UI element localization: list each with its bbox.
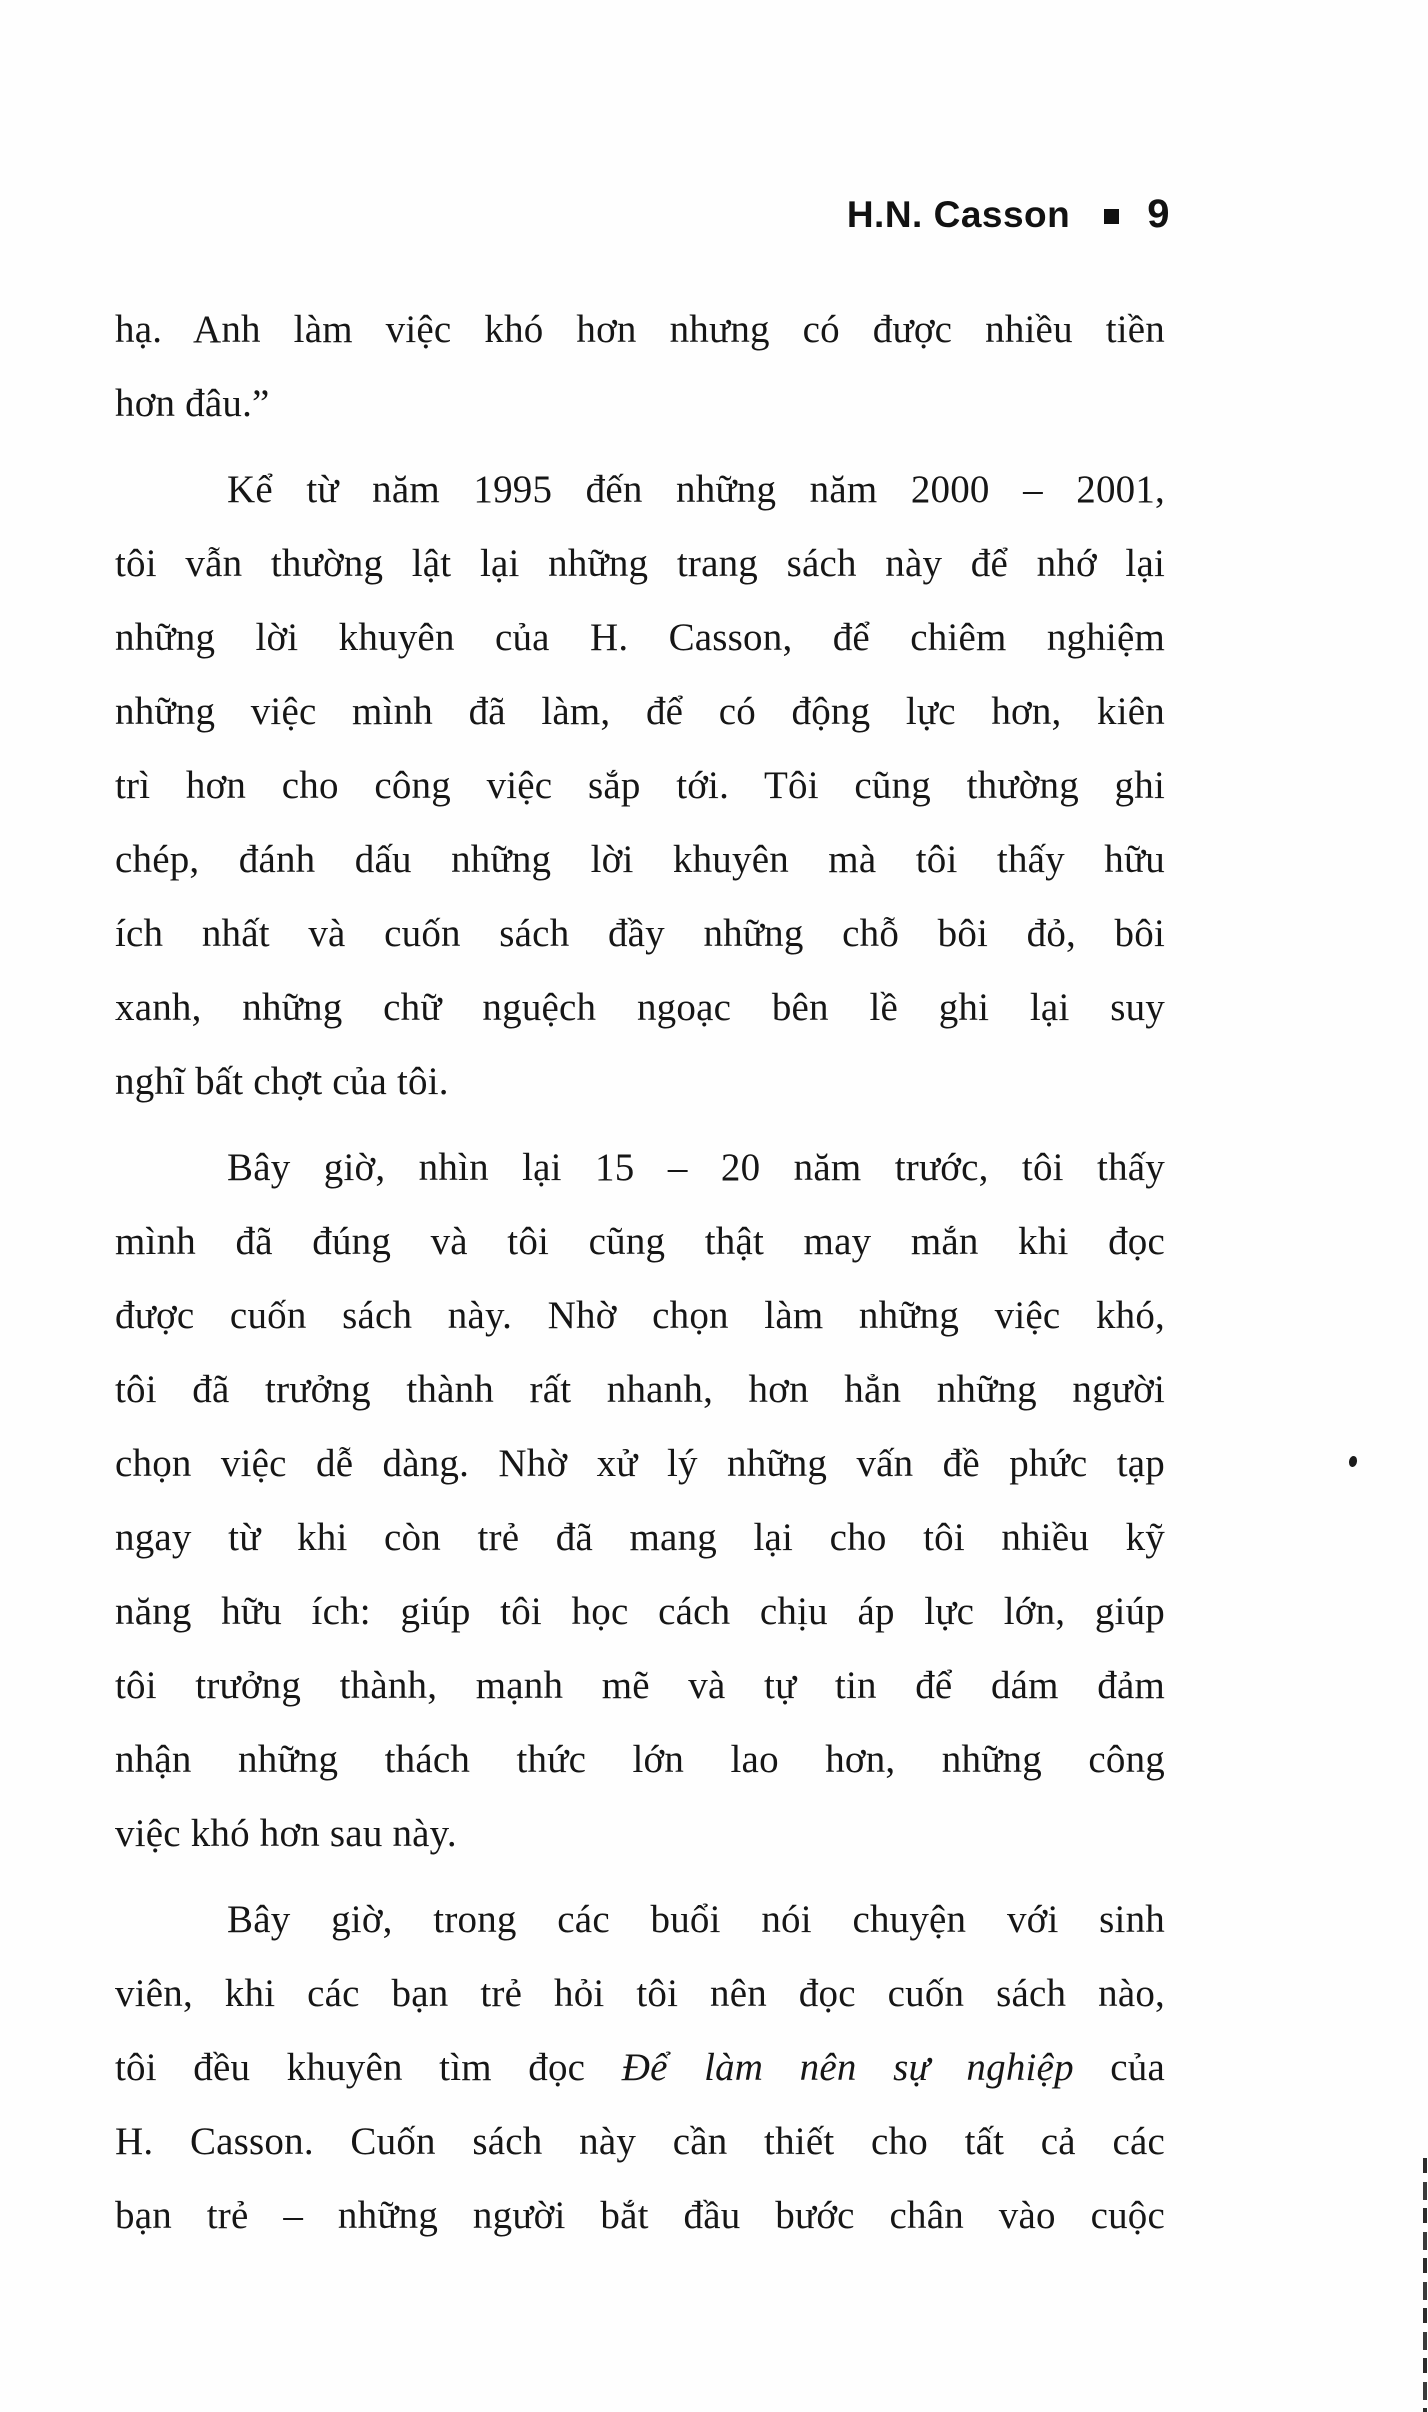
text-line xyxy=(115,749,1165,823)
page-number: 9 xyxy=(1147,192,1170,236)
text-span: được cuốn sách này. Nhờ chọn làm những việc khó, xyxy=(115,1294,1165,1337)
text-span: những lời khuyên của H. Casson, để chiêm nghiệm xyxy=(115,616,1165,659)
text-line xyxy=(115,1723,1165,1797)
text-line xyxy=(115,293,1165,367)
text-span: năng hữu ích: giúp tôi học cách chịu áp lực lớn, giúp xyxy=(115,1590,1165,1633)
text-line xyxy=(115,1427,1165,1501)
text-line xyxy=(115,1883,1165,1957)
text-span: H. Casson. Cuốn sách này cần thiết cho tất cả các xyxy=(115,2120,1165,2163)
text-span: tôi trưởng thành, mạnh mẽ và tự tin để dám đảm xyxy=(115,1664,1165,1707)
text-span: bạn trẻ – những người bắt đầu bước chân vào cuộc xyxy=(115,2194,1165,2237)
text-line xyxy=(115,527,1165,601)
text-span: tôi đều khuyên tìm đọc xyxy=(115,2046,622,2089)
text-line xyxy=(115,1353,1165,1427)
text-block xyxy=(115,293,1165,2253)
text-line xyxy=(115,1279,1165,1353)
text-line xyxy=(115,1501,1165,1575)
square-bullet-icon xyxy=(1104,209,1119,224)
text-span: xanh, những chữ nguệch ngoạc bên lề ghi lại suy xyxy=(115,986,1165,1029)
text-line xyxy=(115,1131,1165,1205)
text-line xyxy=(115,1957,1165,2031)
text-span: hơn đâu.” xyxy=(115,382,270,425)
text-span: chọn việc dễ dàng. Nhờ xử lý những vấn đề phức tạp xyxy=(115,1442,1165,1485)
text-span: mình đã đúng và tôi cũng thật may mắn khi đọc xyxy=(115,1220,1165,1263)
book-title-italic: Để làm nên sự nghiệp xyxy=(621,2046,1074,2089)
text-span: hạ. Anh làm việc khó hơn nhưng có được nhiều tiền xyxy=(115,308,1165,351)
text-line xyxy=(115,823,1165,897)
scan-edge-artifact xyxy=(1423,2158,1427,2412)
text-line xyxy=(115,897,1165,971)
text-line xyxy=(115,601,1165,675)
text-line xyxy=(115,675,1165,749)
header-author: H.N. Casson xyxy=(846,194,1071,235)
text-line xyxy=(115,453,1165,527)
text-line xyxy=(115,2179,1165,2253)
text-line xyxy=(115,367,1165,441)
text-line xyxy=(115,1575,1165,1649)
text-line xyxy=(115,2105,1165,2179)
text-span: tôi đã trưởng thành rất nhanh, hơn hẳn những người xyxy=(115,1368,1165,1411)
text-span: của xyxy=(1073,2046,1165,2089)
text-line xyxy=(115,2031,1165,2105)
text-line xyxy=(115,1649,1165,1723)
text-span: chép, đánh dấu những lời khuyên mà tôi thấy hữu xyxy=(115,838,1165,881)
text-span: trì hơn cho công việc sắp tới. Tôi cũng thường ghi xyxy=(115,764,1165,807)
running-header xyxy=(0,192,1170,240)
ink-speck-artifact xyxy=(1347,1455,1358,1468)
text-span: viên, khi các bạn trẻ hỏi tôi nên đọc cuốn sách nào, xyxy=(115,1972,1165,2015)
text-span: việc khó hơn sau này. xyxy=(115,1812,457,1855)
text-line xyxy=(115,971,1165,1045)
text-span: ích nhất và cuốn sách đầy những chỗ bôi đỏ, bôi xyxy=(115,912,1165,955)
text-span: nhận những thách thức lớn lao hơn, những công xyxy=(115,1738,1165,1781)
text-span: tôi vẫn thường lật lại những trang sách này để nhớ lại xyxy=(115,542,1165,585)
text-line xyxy=(115,1205,1165,1279)
text-span: nghĩ bất chợt của tôi. xyxy=(115,1060,449,1103)
text-line xyxy=(115,1797,1165,1871)
text-span: Kể từ năm 1995 đến những năm 2000 – 2001, xyxy=(227,468,1165,511)
text-line xyxy=(115,1045,1165,1119)
text-span: Bây giờ, nhìn lại 15 – 20 năm trước, tôi thấy xyxy=(227,1146,1165,1189)
text-span: những việc mình đã làm, để có động lực hơn, kiên xyxy=(115,690,1165,733)
text-span: ngay từ khi còn trẻ đã mang lại cho tôi nhiều kỹ xyxy=(115,1516,1165,1559)
text-span: Bây giờ, trong các buổi nói chuyện với sinh xyxy=(227,1898,1165,1941)
